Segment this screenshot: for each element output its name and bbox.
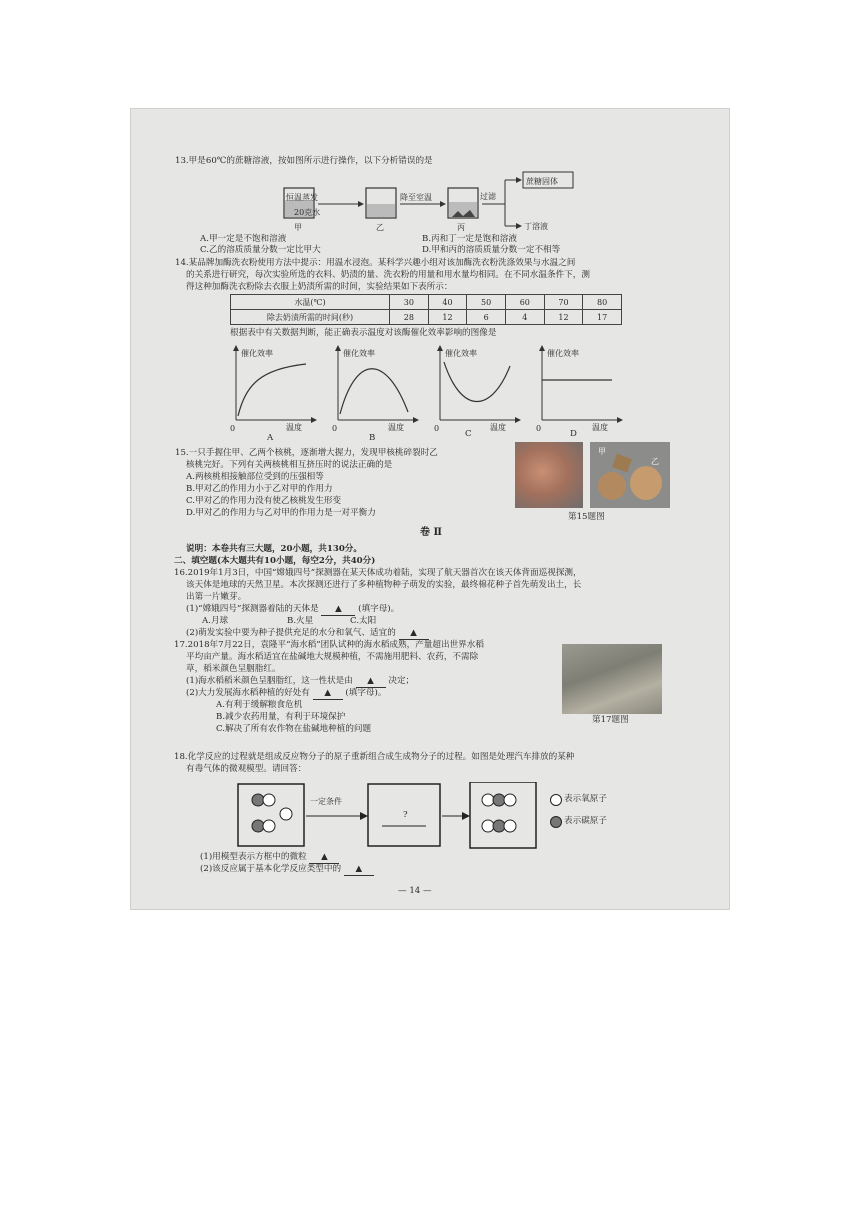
graph-a-ylabel: 催化效率 — [241, 349, 273, 358]
reactant-molecules — [252, 794, 292, 832]
graph-c-origin: 0 — [434, 424, 440, 433]
q18-diagram — [236, 782, 556, 852]
graph-a-origin: 0 — [230, 424, 236, 433]
graph-a-xlabel: 温度 — [286, 423, 302, 432]
q18-blank1: ▲ — [309, 852, 339, 864]
q18-sub2-text: (2)该反应属于基本化学反应类型中的 — [200, 864, 342, 874]
graph-d-xlabel: 温度 — [592, 423, 608, 432]
graph-b-xlabel: 温度 — [388, 423, 404, 432]
q15-option-c: C.甲对乙的作用力没有使乙核桃发生形变 — [186, 496, 342, 506]
beaker-bing — [448, 188, 478, 218]
q13-option-b: B.丙和丁一定是饱和溶液 — [422, 234, 517, 244]
q17-blank1: ▲ — [356, 676, 386, 688]
graph-b-ylabel: 催化效率 — [343, 349, 375, 358]
graph-d-origin: 0 — [536, 424, 542, 433]
graph-b-label: B — [369, 433, 376, 443]
graph-d-label: D — [570, 429, 577, 439]
table-cell: 40 — [428, 295, 467, 310]
table-header-time: 除去奶渍所需的时间(秒) — [231, 310, 390, 325]
q15-option-d: D.甲对乙的作用力与乙对甲的作用力是一对平衡力 — [186, 508, 376, 518]
table-cell: 4 — [505, 310, 544, 325]
beaker-yi — [366, 188, 396, 218]
q16-line1: 16.2019年1月3日，中国“嫦娥四号”探测器在某天体成功着陆，实现了航天器首次在该天体背面巡视探测， — [174, 568, 582, 578]
q17-sub2-tail: (填字母)。 — [345, 688, 387, 698]
graph-c-xlabel: 温度 — [490, 423, 506, 432]
product-molecules — [482, 794, 516, 832]
q16-line3: 出第一片嫩芽。 — [186, 592, 247, 602]
q13-liquid: 丁溶液 — [524, 222, 548, 231]
q15-photo-hand — [515, 442, 583, 508]
q13-label-jia: 甲 — [294, 223, 302, 232]
q17-line3: 草，稻米颜色呈胭脂红。 — [186, 664, 281, 674]
q15-stem-line1: 15.一只手握住甲、乙两个核桃，逐渐增大握力，发现甲核桃碎裂时乙 — [175, 448, 438, 458]
q18-sub1-text: (1)用模型表示方框中的微粒 — [200, 852, 307, 862]
q14-stem-line1: 14.某品牌加酶洗衣粉使用方法中提示：用温水浸泡。某科学兴趣小组对该加酶洗衣粉洗涤效果与水温之间 — [175, 258, 576, 268]
q16-sub1-text: (1)“嫦娥四号”探测器着陆的天体是 — [186, 604, 319, 614]
table-cell: 50 — [467, 295, 506, 310]
graph-c-label: C — [465, 429, 472, 439]
table-cell: 12 — [544, 310, 583, 325]
q14-question: 根据表中有关数据判断，能正确表示温度对该酶催化效率影响的图像是 — [230, 328, 497, 338]
q18-line1: 18.化学反应的过程就是组成反应物分子的原子重新组合成生成物分子的过程。如图是处理汽车排放的某种 — [174, 752, 575, 762]
table-header-temp: 水温(℃) — [231, 295, 390, 310]
scanned-page — [130, 108, 730, 910]
q18-condition: 一定条件 — [310, 797, 342, 806]
q17-blank2: ▲ — [313, 688, 343, 700]
q14-data-table — [230, 294, 622, 325]
section-title: 卷 Ⅱ — [420, 527, 442, 538]
page-number: — 14 — — [398, 886, 432, 896]
q16-sub1 — [186, 604, 399, 616]
graph-c-ylabel: 催化效率 — [445, 349, 477, 358]
table-row — [231, 310, 622, 325]
q14-stem-line2: 的关系进行研究，每次实验所选的衣料、奶渍的量、洗衣粉的用量和用水量均相同。在不同水温条件下，测 — [186, 270, 590, 280]
q18-sub2 — [200, 864, 374, 876]
q18-line2: 有毒气体的微观模型。请回答： — [186, 764, 307, 774]
q13-label-yi: 乙 — [376, 223, 384, 232]
q17-option-c: C.解决了所有农作物在盐碱地种植的问题 — [216, 724, 372, 734]
q16-blank2: ▲ — [399, 628, 429, 640]
q17-sub2-text: (2)大力发展海水稻种植的好处有 — [186, 688, 310, 698]
table-cell: 80 — [583, 295, 622, 310]
q16-sub1-tail: (填字母)。 — [358, 604, 400, 614]
q15-caption: 第15题图 — [568, 512, 605, 522]
q17-sub1 — [186, 676, 414, 688]
q13-stem: 13.甲是60℃的蔗糖溶液，按如图所示进行操作，以下分析错误的是 — [175, 156, 433, 166]
table-row — [231, 295, 622, 310]
q13-option-c: C.乙的溶质质量分数一定比甲大 — [200, 245, 321, 255]
q17-sub1-tail: 决定； — [388, 676, 415, 686]
carbon-atom-icon — [550, 816, 562, 828]
q17-sub2 — [186, 688, 386, 700]
table-cell: 12 — [428, 310, 467, 325]
q15-option-a: A.两核桃相接触部位受到的压强相等 — [186, 472, 324, 482]
section-note: 说明：本卷共有三大题，20小题，共130分。 — [186, 544, 362, 554]
q13-option-d: D.甲和丙的溶质质量分数一定不相等 — [422, 245, 561, 255]
q17-line1: 17.2018年7月22日，袁隆平“海水稻”团队试种的海水稻成熟，产量超出世界水稻 — [174, 640, 484, 650]
q17-sub1-text: (1)海水稻稻米颜色呈胭脂红，这一性状是由 — [186, 676, 353, 686]
table-cell: 60 — [505, 295, 544, 310]
q15-photo-label-yi: 乙 — [651, 457, 659, 466]
oxygen-atom-icon — [550, 794, 562, 806]
q18-legend-carbon: 表示碳原子 — [564, 816, 607, 826]
q18-blank2: ▲ — [344, 864, 374, 876]
graph-b-origin: 0 — [332, 424, 338, 433]
q13-label-bing: 丙 — [457, 223, 465, 232]
q17-line2: 平均亩产量。海水稻适宜在盐碱地大规模种植，不需施用肥料、农药，不需除 — [186, 652, 479, 662]
q13-step1b: 20克水 — [294, 208, 321, 217]
q16-choice-c: C.太阳 — [350, 616, 377, 626]
q17-option-a: A.有利于缓解粮食危机 — [216, 700, 303, 710]
q13-option-a: A.甲一定是不饱和溶液 — [200, 234, 287, 244]
graph-a-label: A — [267, 433, 274, 443]
q18-sub1 — [200, 852, 339, 864]
q17-caption: 第17题图 — [592, 715, 629, 725]
q16-choice-b: B.火星 — [287, 616, 314, 626]
q16-blank1: ▲ — [321, 604, 355, 616]
table-cell: 28 — [390, 310, 429, 325]
table-cell: 30 — [390, 295, 429, 310]
q14-stem-line3: 得这种加酶洗衣粉除去衣服上奶渍所需的时间，实验结果如下表所示： — [186, 282, 453, 292]
graph-d-ylabel: 催化效率 — [547, 349, 579, 358]
table-cell: 17 — [583, 310, 622, 325]
table-cell: 6 — [467, 310, 506, 325]
q16-sub2 — [186, 628, 429, 640]
q17-option-b: B.减少农药用量，有利于环境保护 — [216, 712, 346, 722]
q13-step1: 恒温蒸发 — [286, 193, 318, 202]
q15-option-b: B.甲对乙的作用力小于乙对甲的作用力 — [186, 484, 333, 494]
q16-sub2-text: (2)萌发实验中要为种子提供充足的水分和氧气、适宜的 — [186, 628, 396, 638]
q13-solid: 蔗糖固体 — [526, 177, 558, 186]
q18-unknown: ? — [403, 810, 408, 820]
table-cell: 70 — [544, 295, 583, 310]
q18-legend-oxygen: 表示氧原子 — [564, 794, 607, 804]
q13-step2: 降至室温 — [400, 193, 432, 202]
q15-stem-line2: 核桃完好。下列有关两核桃相互挤压时的说法正确的是 — [186, 460, 393, 470]
q16-line2: 该天体是地球的天然卫星。本次探测还进行了多种植物种子萌发的实验，最终棉花种子首先萌发出土，长 — [186, 580, 582, 590]
q13-step3: 过滤 — [480, 192, 496, 201]
q16-choice-a: A.月球 — [202, 616, 229, 626]
q17-photo-rice — [562, 644, 662, 714]
section-part2: 二、填空题(本大题共有10小题，每空2分，共40分) — [174, 556, 376, 566]
q15-photo-label-jia: 甲 — [598, 447, 606, 456]
